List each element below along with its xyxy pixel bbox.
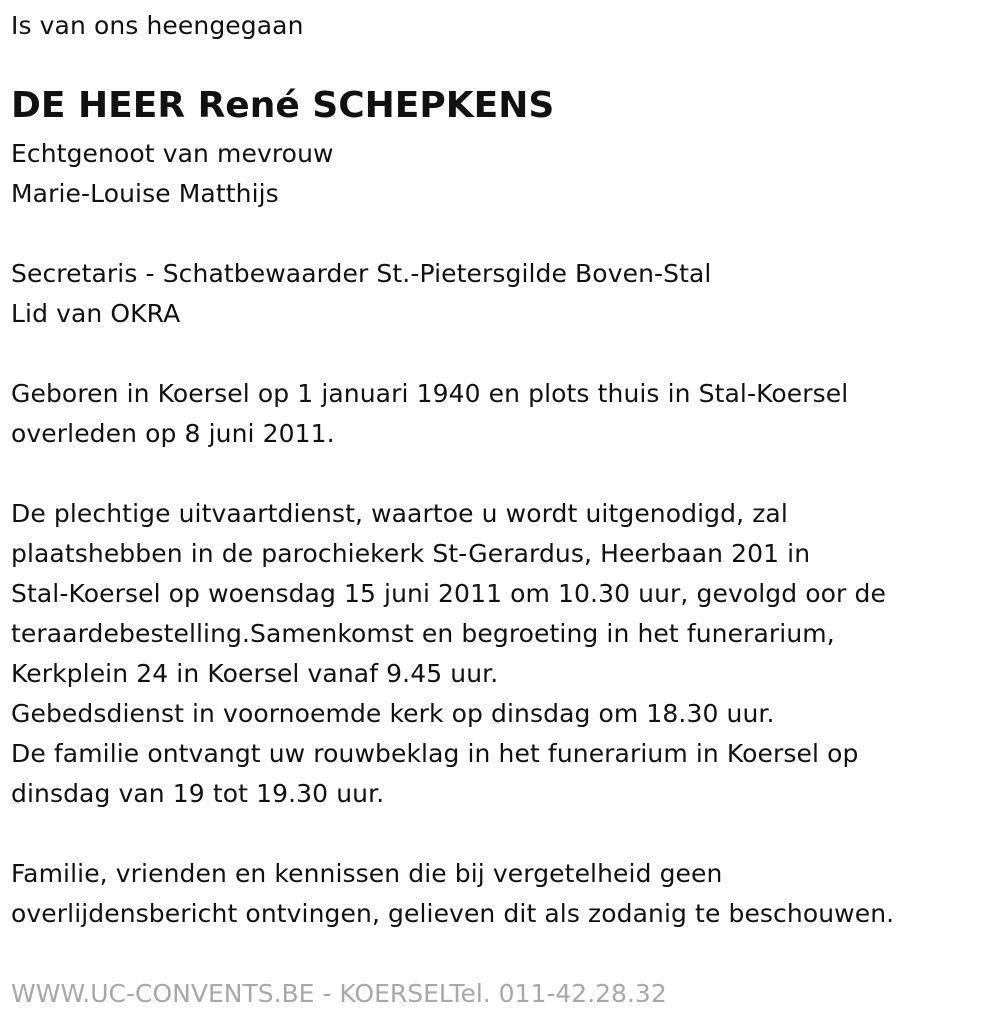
ceremony-line: De plechtige uitvaartdienst, waartoe u wordt uitgenodigd, zal: [11, 499, 788, 528]
ceremony-line: Stal-Koersel op woensdag 15 juni 2011 om 10.30 uur, gevolgd oor de: [11, 579, 886, 608]
birth-death-line: Geboren in Koersel op 1 januari 1940 en plots thuis in Stal-Koersel: [11, 379, 849, 408]
ceremony-line: De familie ontvangt uw rouwbeklag in het funerarium in Koersel op: [11, 739, 859, 768]
birth-death-block: [11, 374, 848, 454]
spouse-block: [11, 134, 334, 214]
closing-line: overlijdensbericht ontvingen, gelieven dit als zodanig te beschouwen.: [11, 899, 895, 928]
intro-text: Is van ons heengegaan: [11, 11, 304, 40]
ceremony-line: teraardebestelling.Samenkomst en begroeting in het funerarium,: [11, 619, 835, 648]
ceremony-line: plaatshebben in de parochiekerk St-Gerardus, Heerbaan 201 in: [11, 539, 811, 568]
spouse-line: Echtgenoot van mevrouw: [11, 139, 334, 168]
role-line: Lid van OKRA: [11, 299, 181, 328]
role-line: Secretaris - Schatbewaarder St.-Pietersgilde Boven-Stal: [11, 259, 712, 288]
birth-death-line: overleden op 8 juni 2011.: [11, 419, 335, 448]
closing-line: Familie, vrienden en kennissen die bij vergetelheid geen: [11, 859, 723, 888]
ceremony-line: dinsdag van 19 tot 19.30 uur.: [11, 779, 385, 808]
ceremony-line: Gebedsdienst in voornoemde kerk op dinsdag om 18.30 uur.: [11, 699, 775, 728]
ceremony-line: Kerkplein 24 in Koersel vanaf 9.45 uur.: [11, 659, 499, 688]
closing-block: [11, 854, 894, 934]
roles-block: [11, 254, 711, 334]
deceased-name: DE HEER René SCHEPKENS: [11, 85, 555, 126]
ceremony-block: [11, 494, 886, 814]
footer-contact: WWW.UC-CONVENTS.BE - KOERSELTel. 011-42.28.32: [11, 979, 667, 1008]
spouse-line: Marie-Louise Matthijs: [11, 179, 279, 208]
